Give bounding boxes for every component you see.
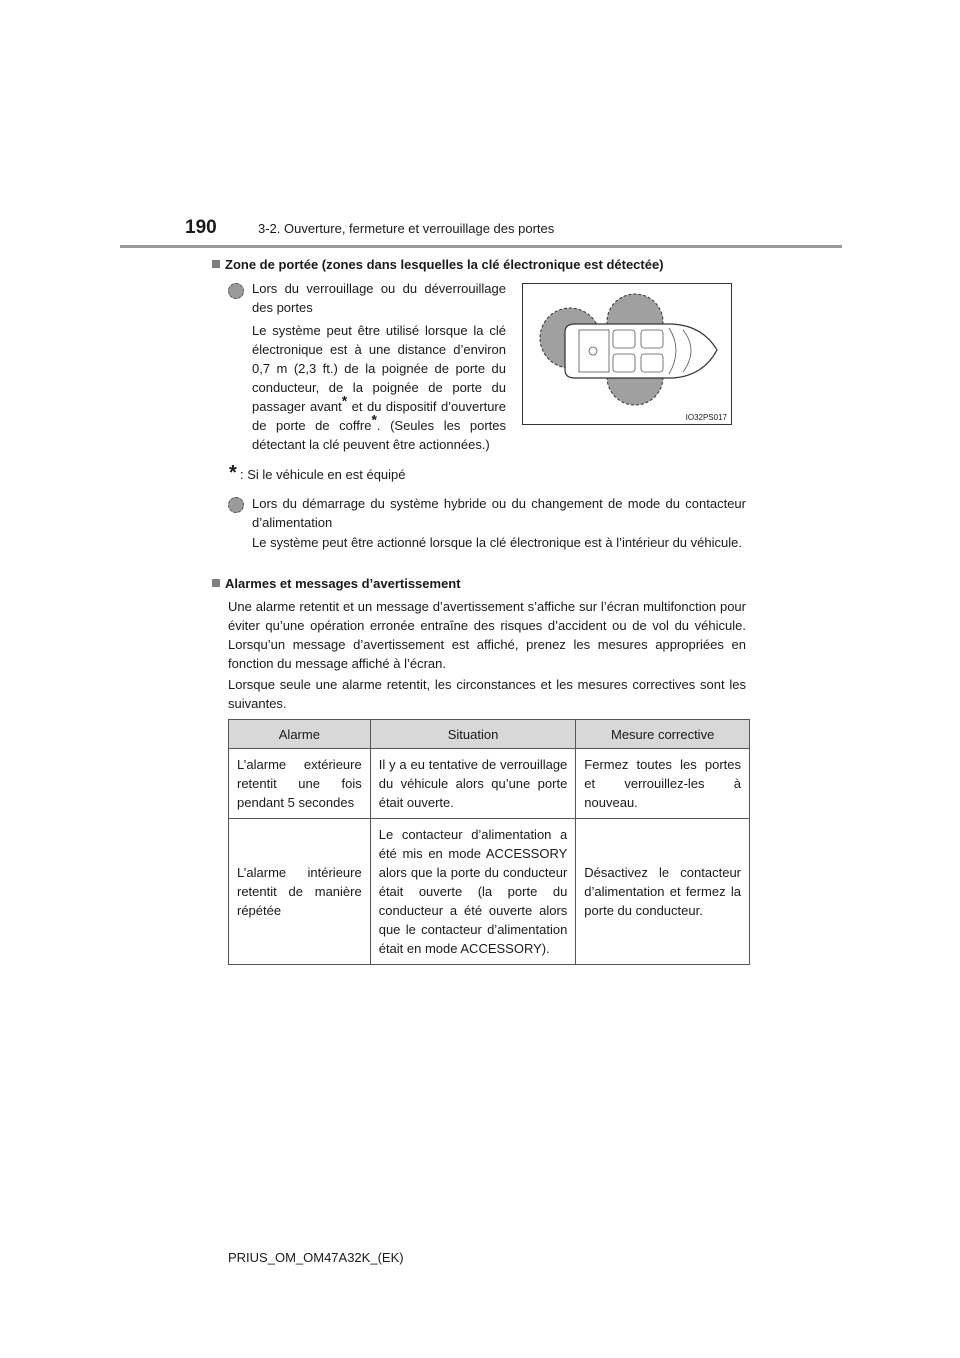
alarm-table — [228, 719, 750, 965]
section-title-text: Alarmes et messages d’avertissement — [225, 576, 461, 591]
bullet-icon — [228, 497, 244, 513]
alarms-paragraph-2: Lorsque seule une alarme retentit, les circonstances et les mesures correctives sont les suivantes. — [228, 677, 746, 711]
table-cell: L’alarme extérieure retentit une fois pendant 5 secondes — [229, 749, 371, 819]
square-bullet-icon — [212, 260, 220, 268]
section-title-text: Zone de portée (zones dans lesquelles la clé électronique est détectée) — [225, 257, 664, 272]
car-top-view-icon — [523, 284, 732, 425]
car-range-figure — [522, 283, 732, 425]
figure-code: IO32PS017 — [685, 413, 727, 422]
table-cell: Il y a eu tentative de verrouillage du véhicule alors qu’une porte était ouverte. — [370, 749, 576, 819]
item1-text-part3: . (Seules les portes détectant la clé peuvent être actionnées.) — [252, 418, 506, 452]
table-header-row — [229, 720, 750, 749]
item2-text: Le système peut être actionné lorsque la clé électronique est à l’intérieur du véhicule. — [252, 535, 742, 550]
table-header-cell: Alarme — [229, 720, 371, 749]
table-row — [229, 819, 750, 965]
section-title-alarms — [212, 576, 461, 591]
table-header-cell: Mesure corrective — [576, 720, 750, 749]
item1-heading: Lors du verrouillage ou du déverrouillage des portes — [252, 281, 506, 315]
item2-heading: Lors du démarrage du système hybride ou du changement de mode du contacteur d’alimentation — [252, 496, 746, 530]
header-rule — [120, 245, 842, 248]
table-cell: Fermez toutes les portes et verrouillez-les à nouveau. — [576, 749, 750, 819]
table-cell: Désactivez le contacteur d’alimentation et fermez la porte du conducteur. — [576, 819, 750, 965]
footer-code: PRIUS_OM_OM47A32K_(EK) — [228, 1250, 404, 1265]
item1-text-part1: Le système peut être utilisé lorsque la clé électronique est à une distance d’environ 0,7 m (2,3 ft.) de la poignée de porte du conducteur, de la poignée de porte du passager avant — [252, 323, 506, 414]
section-title-range — [212, 257, 664, 272]
footnote-asterisk: * — [229, 462, 237, 484]
asterisk-mark: * — [371, 411, 377, 428]
table-row — [229, 749, 750, 819]
table-cell: Le contacteur d’alimentation a été mis en mode ACCESSORY alors que la porte du conducteur était ouverte (la porte du conducteur a été ouverte alors que le contacteur d’alimentation était en mode ACCESSORY). — [370, 819, 576, 965]
bullet-icon — [228, 283, 244, 299]
item1-text — [252, 321, 506, 454]
square-bullet-icon — [212, 579, 220, 587]
table-cell: L’alarme intérieure retentit de manière répétée — [229, 819, 371, 965]
table-header-cell: Situation — [370, 720, 576, 749]
item1-text-part2: et du dispositif d’ouverture de porte de coffre — [252, 399, 506, 433]
asterisk-mark: * — [341, 392, 348, 409]
page-number: 190 — [185, 217, 217, 238]
alarms-paragraph-1: Une alarme retentit et un message d’avertissement s’affiche sur l’écran multifonction pour éviter qu’une opération erronée entraîne des risques d’accident ou de vol du véhicule. Lorsqu’un message d’avertissement est affiché, prenez les mesures appropriées en fonction du message affiché à l’écran. — [228, 599, 746, 671]
footnote-text: : Si le véhicule en est équipé — [240, 467, 406, 482]
header-title: 3-2. Ouverture, fermeture et verrouillage des portes — [258, 221, 555, 236]
